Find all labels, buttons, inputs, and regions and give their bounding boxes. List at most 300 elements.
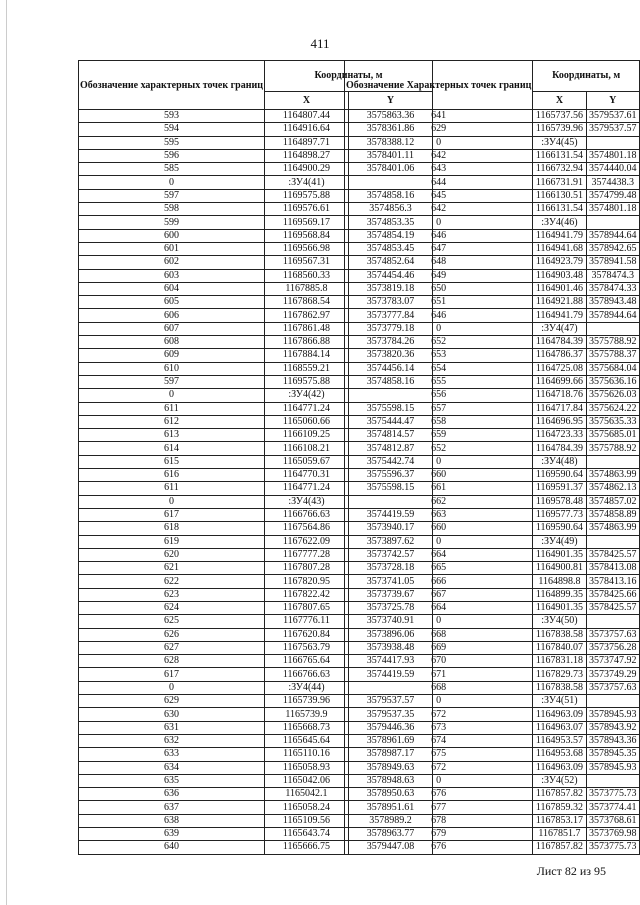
table-row xyxy=(345,203,640,216)
point-number-cell: 661 xyxy=(345,482,533,495)
x-coordinate-cell: 1164921.88 xyxy=(533,296,586,309)
point-number-cell: 637 xyxy=(79,801,265,814)
y-coordinate-cell: 3574417.93 xyxy=(349,655,433,668)
y-coordinate-cell: 3574858.89 xyxy=(586,508,639,521)
y-coordinate-cell: 3578944.64 xyxy=(586,229,639,242)
x-coordinate-cell: 1164923.79 xyxy=(533,256,586,269)
point-number-cell: 673 xyxy=(345,721,533,734)
x-coordinate-cell: 1166766.63 xyxy=(265,508,349,521)
point-number-cell: 676 xyxy=(345,841,533,854)
x-coordinate-cell: 1165109.56 xyxy=(265,814,349,827)
x-coordinate-cell: :ЗУ4(41) xyxy=(265,176,349,189)
point-number-cell: 642 xyxy=(345,203,533,216)
x-coordinate-cell: 1167807.65 xyxy=(265,601,349,614)
y-coordinate-cell: 3578989.2 xyxy=(349,814,433,827)
point-number-cell: 629 xyxy=(79,695,265,708)
point-number-cell: 629 xyxy=(345,123,533,136)
point-number-cell: 634 xyxy=(79,761,265,774)
y-coordinate-cell: 3578987.17 xyxy=(349,748,433,761)
x-coordinate-cell: 1164900.81 xyxy=(533,562,586,575)
x-coordinate-cell: 1167622.09 xyxy=(265,535,349,548)
x-coordinate-cell: 1169569.17 xyxy=(265,216,349,229)
x-coordinate-cell: 1164784.39 xyxy=(533,442,586,455)
y-coordinate-cell xyxy=(586,322,639,335)
x-coordinate-cell: 1164723.33 xyxy=(533,429,586,442)
sheet-footer: Лист 82 из 95 xyxy=(536,864,606,878)
y-coordinate-cell: 3573757.63 xyxy=(586,681,639,694)
y-coordinate-cell: 3578425.57 xyxy=(586,548,639,561)
x-coordinate-cell: 1167820.95 xyxy=(265,575,349,588)
table-row xyxy=(345,495,640,508)
point-number-cell: 611 xyxy=(79,482,265,495)
point-number-cell: 657 xyxy=(345,402,533,415)
table-row xyxy=(345,801,640,814)
point-number-cell: 0 xyxy=(345,535,533,548)
x-coordinate-cell: 1165666.75 xyxy=(265,841,349,854)
y-coordinate-cell: 3573775.73 xyxy=(586,788,639,801)
y-coordinate-cell: 3578963.77 xyxy=(349,828,433,841)
point-number-cell: 599 xyxy=(79,216,265,229)
table-row xyxy=(345,362,640,375)
x-coordinate-cell: 1165737.56 xyxy=(533,110,586,123)
point-number-cell: 625 xyxy=(79,615,265,628)
x-coordinate-cell: :ЗУ4(44) xyxy=(265,681,349,694)
y-coordinate-cell: 3578961.69 xyxy=(349,734,433,747)
table-row xyxy=(345,535,640,548)
point-number-cell: 612 xyxy=(79,415,265,428)
y-coordinate-cell xyxy=(586,695,639,708)
x-coordinate-cell: 1166732.94 xyxy=(533,163,586,176)
x-coordinate-cell: 1166766.63 xyxy=(265,668,349,681)
point-number-cell: 672 xyxy=(345,761,533,774)
x-coordinate-cell: 1167840.07 xyxy=(533,641,586,654)
table-row xyxy=(345,828,640,841)
point-number-cell: 619 xyxy=(79,535,265,548)
x-coordinate-cell: 1165739.96 xyxy=(533,123,586,136)
x-coordinate-cell: 1164725.08 xyxy=(533,362,586,375)
x-coordinate-cell: 1166765.64 xyxy=(265,655,349,668)
table-row xyxy=(345,242,640,255)
point-number-cell: 632 xyxy=(79,734,265,747)
table-row xyxy=(345,375,640,388)
point-number-cell: 648 xyxy=(345,256,533,269)
point-number-cell: 0 xyxy=(345,455,533,468)
y-coordinate-cell: 3573775.73 xyxy=(586,841,639,854)
point-label-header: Обозначение характерных точек границ xyxy=(79,61,265,110)
point-number-cell: 653 xyxy=(345,349,533,362)
table-row xyxy=(345,655,640,668)
x-coordinate-cell: 1167885.8 xyxy=(265,282,349,295)
y-coordinate-cell: 3579446.36 xyxy=(349,721,433,734)
x-coordinate-cell: 1164941.79 xyxy=(533,229,586,242)
table-row xyxy=(345,522,640,535)
y-coordinate-cell: 3573757.63 xyxy=(586,628,639,641)
coordinates-header: Координаты, м xyxy=(265,61,433,92)
table-row xyxy=(345,601,640,614)
point-number-cell: 675 xyxy=(345,748,533,761)
x-coordinate-cell: 1169575.88 xyxy=(265,375,349,388)
x-coordinate-cell: 1167853.17 xyxy=(533,814,586,827)
point-number-cell: 668 xyxy=(345,628,533,641)
y-coordinate-cell: 3573740.91 xyxy=(349,615,433,628)
table-row xyxy=(345,668,640,681)
point-number-cell: 608 xyxy=(79,336,265,349)
y-coordinate-cell: 3574854.19 xyxy=(349,229,433,242)
point-number-cell: 670 xyxy=(345,655,533,668)
point-number-cell: 611 xyxy=(79,402,265,415)
point-number-cell: 655 xyxy=(345,375,533,388)
y-coordinate-cell: 3574857.02 xyxy=(586,495,639,508)
table-row xyxy=(345,415,640,428)
table-row xyxy=(345,269,640,282)
x-coordinate-cell: 1165042.1 xyxy=(265,788,349,801)
point-number-cell: 650 xyxy=(345,282,533,295)
table-row xyxy=(345,615,640,628)
y-coordinate-cell: 3578944.64 xyxy=(586,309,639,322)
x-coordinate-cell: 1164898.27 xyxy=(265,149,349,162)
point-number-cell: 647 xyxy=(345,242,533,255)
x-coordinate-cell: 1165739.96 xyxy=(265,695,349,708)
y-coordinate-cell: 3573819.18 xyxy=(349,282,433,295)
y-coordinate-cell: 3578949.63 xyxy=(349,761,433,774)
point-number-cell: 593 xyxy=(79,110,265,123)
y-coordinate-cell: 3574438.3 xyxy=(586,176,639,189)
y-coordinate-cell: 3574856.3 xyxy=(349,203,433,216)
point-number-cell: 0 xyxy=(345,322,533,335)
y-coordinate-cell: 3573725.78 xyxy=(349,601,433,614)
table-row xyxy=(345,721,640,734)
point-number-cell: 642 xyxy=(345,149,533,162)
x-coordinate-cell: 1169575.88 xyxy=(265,189,349,202)
point-number-cell: 664 xyxy=(345,548,533,561)
y-coordinate-cell: 3573774.41 xyxy=(586,801,639,814)
point-number-cell: 596 xyxy=(79,149,265,162)
point-number-cell: 631 xyxy=(79,721,265,734)
table-row xyxy=(345,429,640,442)
point-number-cell: 635 xyxy=(79,774,265,787)
point-number-cell: 585 xyxy=(79,163,265,176)
point-number-cell: 595 xyxy=(79,136,265,149)
table-row xyxy=(345,349,640,362)
y-coordinate-cell xyxy=(586,136,639,149)
point-number-cell: 633 xyxy=(79,748,265,761)
table-row xyxy=(345,216,640,229)
x-coordinate-cell: 1164786.37 xyxy=(533,349,586,362)
x-coordinate-cell: 1169568.84 xyxy=(265,229,349,242)
y-coordinate-cell: 3578943.36 xyxy=(586,734,639,747)
point-number-cell: 654 xyxy=(345,362,533,375)
x-coordinate-cell: 1167838.58 xyxy=(533,628,586,641)
x-coordinate-cell: 1169591.37 xyxy=(533,482,586,495)
y-coordinate-cell: 3575442.74 xyxy=(349,455,433,468)
y-coordinate-cell: 3574814.57 xyxy=(349,429,433,442)
point-number-cell: 676 xyxy=(345,788,533,801)
coordinates-table-right xyxy=(344,60,640,855)
point-number-cell: 0 xyxy=(79,495,265,508)
table-row xyxy=(345,681,640,694)
table-row xyxy=(345,336,640,349)
x-coordinate-cell: 1165739.9 xyxy=(265,708,349,721)
point-number-cell: 600 xyxy=(79,229,265,242)
x-coordinate-cell: 1166130.51 xyxy=(533,189,586,202)
point-number-cell: 622 xyxy=(79,575,265,588)
point-number-cell: 617 xyxy=(79,668,265,681)
x-coordinate-cell: 1164696.95 xyxy=(533,415,586,428)
x-coordinate-cell: 1167831.18 xyxy=(533,655,586,668)
x-coordinate-cell: 1167868.54 xyxy=(265,296,349,309)
x-coordinate-cell: 1165058.93 xyxy=(265,761,349,774)
x-coordinate-cell: 1166131.54 xyxy=(533,203,586,216)
y-coordinate-cell: 3579537.61 xyxy=(586,110,639,123)
point-label-header: Обозначение Характерных точек границ xyxy=(345,61,533,110)
x-coordinate-cell: 1165060.66 xyxy=(265,415,349,428)
table-row xyxy=(345,256,640,269)
y-coordinate-cell: 3578413.08 xyxy=(586,562,639,575)
point-number-cell: 624 xyxy=(79,601,265,614)
x-coordinate-cell: 1167777.28 xyxy=(265,548,349,561)
y-coordinate-cell: 3574862.13 xyxy=(586,482,639,495)
x-coordinate-cell: 1169576.61 xyxy=(265,203,349,216)
y-coordinate-cell xyxy=(586,535,639,548)
y-coordinate-cell: 3574863.99 xyxy=(586,469,639,482)
x-coordinate-cell: 1168560.33 xyxy=(265,269,349,282)
x-coordinate-cell: 1164718.76 xyxy=(533,389,586,402)
table-row xyxy=(345,110,640,123)
point-number-cell: 660 xyxy=(345,469,533,482)
y-coordinate-cell: 3573784.26 xyxy=(349,336,433,349)
x-coordinate-cell: :ЗУ4(49) xyxy=(533,535,586,548)
table-row xyxy=(345,548,640,561)
y-coordinate-cell: 3574858.16 xyxy=(349,189,433,202)
point-number-cell: 640 xyxy=(79,841,265,854)
y-coordinate-cell: 3574454.46 xyxy=(349,269,433,282)
x-coordinate-cell: 1167807.28 xyxy=(265,562,349,575)
table-row xyxy=(345,296,640,309)
x-coordinate-cell: 1164963.07 xyxy=(533,721,586,734)
y-coordinate-cell: 3575788.37 xyxy=(586,349,639,362)
x-coordinate-cell: 1164963.09 xyxy=(533,708,586,721)
x-coordinate-cell: 1164941.68 xyxy=(533,242,586,255)
x-coordinate-cell: 1164898.8 xyxy=(533,575,586,588)
x-coordinate-cell: 1167857.82 xyxy=(533,841,586,854)
x-coordinate-cell: 1167776.11 xyxy=(265,615,349,628)
x-header: X xyxy=(265,92,349,110)
point-number-cell: 0 xyxy=(79,176,265,189)
scan-edge xyxy=(6,0,7,905)
y-coordinate-cell: 3578401.06 xyxy=(349,163,433,176)
y-coordinate-cell: 3575636.16 xyxy=(586,375,639,388)
y-coordinate-cell: 3579537.57 xyxy=(586,123,639,136)
x-coordinate-cell: 1167859.32 xyxy=(533,801,586,814)
x-coordinate-cell: 1164953.57 xyxy=(533,734,586,747)
point-number-cell: 652 xyxy=(345,442,533,455)
point-number-cell: 604 xyxy=(79,282,265,295)
y-coordinate-cell: 3573783.07 xyxy=(349,296,433,309)
point-number-cell: 669 xyxy=(345,641,533,654)
point-number-cell: 671 xyxy=(345,668,533,681)
x-coordinate-cell: 1166108.21 xyxy=(265,442,349,455)
x-coordinate-cell: 1167861.48 xyxy=(265,322,349,335)
x-coordinate-cell: :ЗУ4(46) xyxy=(533,216,586,229)
y-coordinate-cell: 3573728.18 xyxy=(349,562,433,575)
y-coordinate-cell: 3573938.48 xyxy=(349,641,433,654)
y-coordinate-cell: 3578945.35 xyxy=(586,748,639,761)
x-coordinate-cell: :ЗУ4(45) xyxy=(533,136,586,149)
y-coordinate-cell: 3579447.08 xyxy=(349,841,433,854)
table-row xyxy=(345,229,640,242)
point-number-cell: 0 xyxy=(345,136,533,149)
x-coordinate-cell: 1167620.84 xyxy=(265,628,349,641)
point-number-cell: 614 xyxy=(79,442,265,455)
x-header: X xyxy=(533,92,586,110)
point-number-cell: 626 xyxy=(79,628,265,641)
coordinates-header: Координаты, м xyxy=(533,61,640,92)
point-number-cell: 620 xyxy=(79,548,265,561)
y-coordinate-cell: 3575788.92 xyxy=(586,442,639,455)
y-coordinate-cell: 3574812.87 xyxy=(349,442,433,455)
x-coordinate-cell: 1167862.97 xyxy=(265,309,349,322)
x-coordinate-cell: 1167822.42 xyxy=(265,588,349,601)
point-number-cell: 636 xyxy=(79,788,265,801)
table-row xyxy=(345,189,640,202)
x-coordinate-cell: 1167851.7 xyxy=(533,828,586,841)
y-coordinate-cell: 3574801.18 xyxy=(586,203,639,216)
point-number-cell: 601 xyxy=(79,242,265,255)
point-number-cell: 678 xyxy=(345,814,533,827)
y-coordinate-cell: 3575635.33 xyxy=(586,415,639,428)
table-row xyxy=(345,695,640,708)
y-coordinate-cell: 3578943.92 xyxy=(586,721,639,734)
y-coordinate-cell: 3573769.98 xyxy=(586,828,639,841)
point-number-cell: 607 xyxy=(79,322,265,335)
x-coordinate-cell: 1164916.64 xyxy=(265,123,349,136)
point-number-cell: 652 xyxy=(345,336,533,349)
x-coordinate-cell: 1165110.16 xyxy=(265,748,349,761)
y-coordinate-cell: 3575598.15 xyxy=(349,482,433,495)
y-coordinate-cell: 3574852.64 xyxy=(349,256,433,269)
point-number-cell: 597 xyxy=(79,189,265,202)
x-coordinate-cell: 1167838.58 xyxy=(533,681,586,694)
point-number-cell: 603 xyxy=(79,269,265,282)
x-coordinate-cell: 1164771.24 xyxy=(265,402,349,415)
x-coordinate-cell: 1164941.79 xyxy=(533,309,586,322)
y-coordinate-cell: 3574858.16 xyxy=(349,375,433,388)
table-row xyxy=(345,788,640,801)
y-coordinate-cell: 3573897.62 xyxy=(349,535,433,548)
y-coordinate-cell: 3574863.99 xyxy=(586,522,639,535)
table-row xyxy=(345,136,640,149)
point-number-cell: 0 xyxy=(345,216,533,229)
point-number-cell: 0 xyxy=(79,389,265,402)
x-coordinate-cell: 1167866.88 xyxy=(265,336,349,349)
x-coordinate-cell: 1164899.35 xyxy=(533,588,586,601)
y-coordinate-cell: 3575624.22 xyxy=(586,402,639,415)
x-coordinate-cell: 1164953.68 xyxy=(533,748,586,761)
table-row xyxy=(345,402,640,415)
table-row xyxy=(345,734,640,747)
point-number-cell: 660 xyxy=(345,522,533,535)
page-number: 411 xyxy=(310,36,330,51)
table-row xyxy=(345,641,640,654)
point-number-cell: 645 xyxy=(345,189,533,202)
point-number-cell: 677 xyxy=(345,801,533,814)
x-coordinate-cell: 1168559.21 xyxy=(265,362,349,375)
y-coordinate-cell: 3573896.06 xyxy=(349,628,433,641)
point-number-cell: 641 xyxy=(345,110,533,123)
y-coordinate-cell: 3574456.14 xyxy=(349,362,433,375)
point-number-cell: 662 xyxy=(345,495,533,508)
y-coordinate-cell: 3578951.61 xyxy=(349,801,433,814)
y-coordinate-cell: 3575863.36 xyxy=(349,110,433,123)
table-row xyxy=(345,389,640,402)
x-coordinate-cell: 1164717.84 xyxy=(533,402,586,415)
x-coordinate-cell: :ЗУ4(51) xyxy=(533,695,586,708)
y-coordinate-cell: 3578401.11 xyxy=(349,149,433,162)
point-number-cell: 0 xyxy=(79,681,265,694)
point-number-cell: 665 xyxy=(345,562,533,575)
y-coordinate-cell: 3579537.35 xyxy=(349,708,433,721)
x-coordinate-cell: 1164699.66 xyxy=(533,375,586,388)
x-coordinate-cell: 1164901.35 xyxy=(533,601,586,614)
x-coordinate-cell: 1167829.73 xyxy=(533,668,586,681)
x-coordinate-cell: 1169578.48 xyxy=(533,495,586,508)
x-coordinate-cell: 1165042.06 xyxy=(265,774,349,787)
x-coordinate-cell: 1165668.73 xyxy=(265,721,349,734)
table-row xyxy=(345,748,640,761)
x-coordinate-cell: 1167563.79 xyxy=(265,641,349,654)
point-number-cell: 617 xyxy=(79,508,265,521)
table-row xyxy=(345,708,640,721)
y-coordinate-cell: 3573747.92 xyxy=(586,655,639,668)
table-row xyxy=(345,469,640,482)
y-coordinate-cell: 3574853.45 xyxy=(349,242,433,255)
x-coordinate-cell: :ЗУ4(47) xyxy=(533,322,586,335)
x-coordinate-cell: 1165643.74 xyxy=(265,828,349,841)
x-coordinate-cell: 1165645.64 xyxy=(265,734,349,747)
y-coordinate-cell xyxy=(586,615,639,628)
point-number-cell: 643 xyxy=(345,163,533,176)
x-coordinate-cell: :ЗУ4(42) xyxy=(265,389,349,402)
point-number-cell: 621 xyxy=(79,562,265,575)
point-number-cell: 658 xyxy=(345,415,533,428)
point-number-cell: 605 xyxy=(79,296,265,309)
point-number-cell: 667 xyxy=(345,588,533,601)
y-coordinate-cell: 3574801.18 xyxy=(586,149,639,162)
y-coordinate-cell: 3574419.59 xyxy=(349,508,433,521)
x-coordinate-cell: 1164900.29 xyxy=(265,163,349,176)
point-number-cell: 606 xyxy=(79,309,265,322)
y-coordinate-cell: 3574419.59 xyxy=(349,668,433,681)
table-row xyxy=(345,442,640,455)
table-row xyxy=(345,508,640,521)
y-coordinate-cell: 3574853.35 xyxy=(349,216,433,229)
point-number-cell: 646 xyxy=(345,309,533,322)
y-coordinate-cell: 3578948.63 xyxy=(349,774,433,787)
table-row xyxy=(345,588,640,601)
x-coordinate-cell: 1164770.31 xyxy=(265,469,349,482)
point-number-cell: 666 xyxy=(345,575,533,588)
table-row xyxy=(345,123,640,136)
y-coordinate-cell: 3578388.12 xyxy=(349,136,433,149)
y-coordinate-cell: 3578425.66 xyxy=(586,588,639,601)
point-number-cell: 628 xyxy=(79,655,265,668)
point-number-cell: 679 xyxy=(345,828,533,841)
point-number-cell: 616 xyxy=(79,469,265,482)
point-number-cell: 674 xyxy=(345,734,533,747)
table-row xyxy=(345,628,640,641)
y-coordinate-cell: 3574440.04 xyxy=(586,163,639,176)
y-coordinate-cell xyxy=(586,216,639,229)
